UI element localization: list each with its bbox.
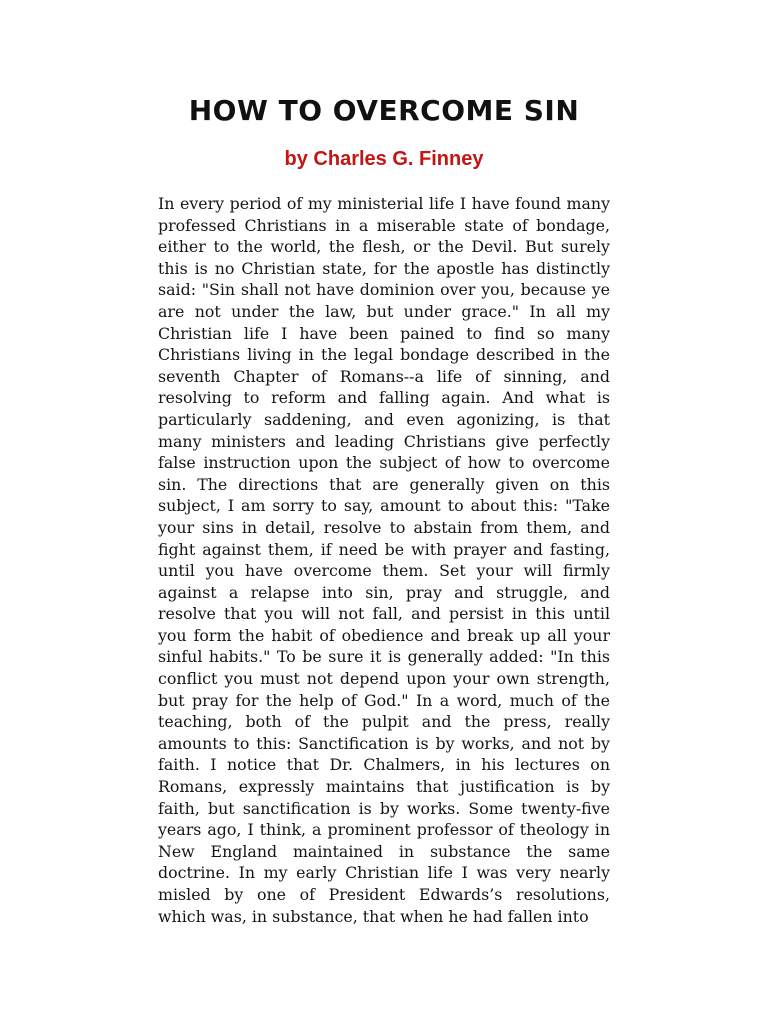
document-author: by Charles G. Finney [284, 148, 484, 170]
document-title: HOW TO OVERCOME SIN [188, 94, 580, 127]
body-paragraph: In every period of my ministerial life I have found many professed Christians in a miserable state of bondage, either to the world, the flesh, or the Devil. But surely this is no Christian state, for the apostle has distinctly said: "Sin shall not have dominion over you, because ye are not under the law, but under grace." In all my Christian life I have been pained to find so many Christians living in the legal bondage described in the seventh Chapter of Romans--a life of sinning, and resolving to reform and falling again. And what is particularly saddening, and even agonizing, is that many ministers and leading Christians give perfectly false instruction upon the subject of how to overcome sin. The directions that are generally given on this subject, I am sorry to say, amount to about this: "Take your sins in detail, resolve to abstain from them, and fight against them, if need be with prayer and fasting, until you have overcome them. Set your will firmly against a relapse into sin, pray and struggle, and resolve that you will not fall, and persist in this until you form the habit of obedience and break up all your sinful habits." To be sure it is generally added: "In this conflict you must not depend upon your own strength, but pray for the help of God." In a word, much of the teaching, both of the pulpit and the press, really amounts to this: Sanctification is by works, and not by faith. I notice that Dr. Chalmers, in his lectures on Romans, expressly maintains that justification is by faith, but sanctification is by works. Some twenty-five years ago, I think, a prominent professor of theology in New England maintained in substance the same doctrine. In my early Christian life I was very nearly misled by one of President Edwards’s resolutions, which was, in substance, that when he had fallen into [158, 194, 610, 926]
